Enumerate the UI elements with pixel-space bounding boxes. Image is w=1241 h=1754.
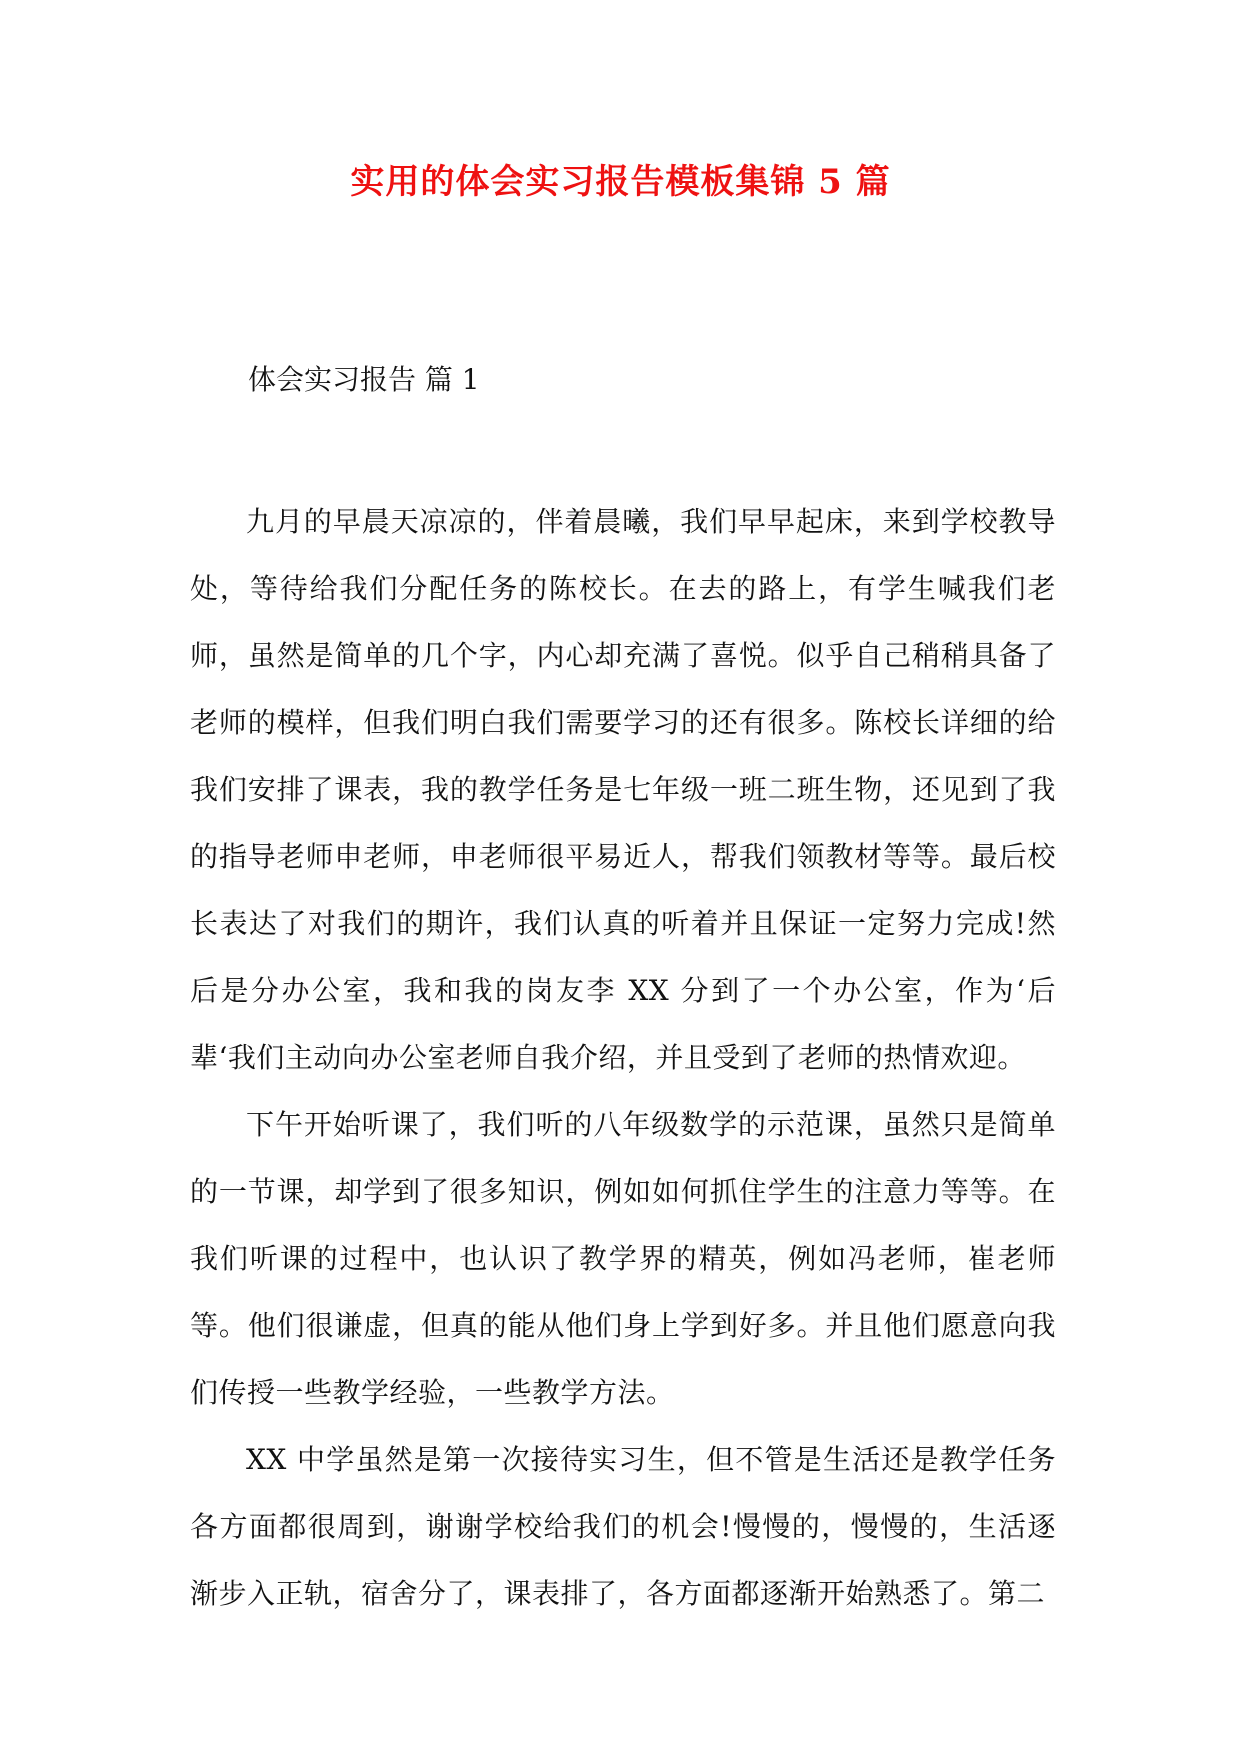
paragraph-2: 下午开始听课了，我们听的八年级数学的示范课，虽然只是简单的一节课，却学到了很多知识，例如如何抓住学生的注意力等等。在我们听课的过程中，也认识了教学界的精英，例如冯老师，崔老师等。他们很谦虚，但真的能从他们身上学到好多。并且他们愿意向我们传授一些教学经验，一些教学方法。: [190, 1108, 1056, 1409]
section-heading: 体会实习报告 篇 1: [248, 363, 480, 396]
document-title: 实用的体会实习报告模板集锦 5 篇: [350, 162, 891, 202]
paragraph-3: XX 中学虽然是第一次接待实习生，但不管是生活还是教学任务各方面都很周到，谢谢学校给我们的机会!慢慢的，慢慢的，生活逐渐步入正轨，宿舍分了，课表排了，各方面都逐渐开始熟悉了。第二: [190, 1443, 1056, 1610]
paragraph-1: 九月的早晨天凉凉的，伴着晨曦，我们早早起床，来到学校教导处，等待给我们分配任务的陈校长。在去的路上，有学生喊我们老师，虽然是简单的几个字，内心却充满了喜悦。似乎自己稍稍具备了老师的模样，但我们明白我们需要学习的还有很多。陈校长详细的给我们安排了课表，我的教学任务是七年级一班二班生物，还见到了我的指导老师申老师，申老师很平易近人，帮我们领教材等等。最后校长表达了对我们的期许，我们认真的听着并且保证一定努力完成!然后是分办公室，我和我的岗友李 XX 分到了一个办公室，作为‘后辈‘我们主动向办公室老师自我介绍，并且受到了老师的热情欢迎。: [190, 505, 1056, 1074]
document-body: [190, 488, 1056, 1627]
